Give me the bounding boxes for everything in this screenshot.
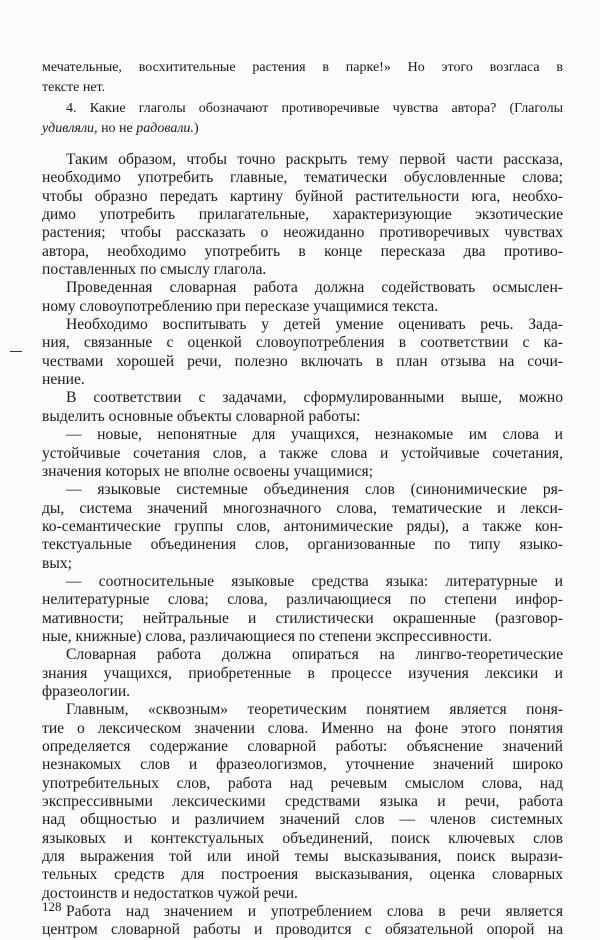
text-line: мативности; нейтральные и стилистически окрашенные (разговор- <box>42 609 563 627</box>
text-fragment: но не <box>97 121 137 136</box>
text-line: центром словарной работы и проводится с обязательной опорой на <box>42 921 563 939</box>
text-line: тие о лексическом значении слова. Именно на фоне этого понятия <box>42 719 563 737</box>
text-line: вых; <box>42 554 72 572</box>
text-line: текстуальные объединения слов, организованные по типу языко- <box>42 536 563 554</box>
paragraph <box>42 573 563 646</box>
text-line <box>42 119 563 139</box>
paragraph <box>42 279 563 316</box>
text-line: Необходимо воспитывать у детей умение оценивать речь. Зада- <box>66 316 563 334</box>
text-line: тельных средств для построения высказывания, оценка словарных <box>42 866 563 884</box>
paragraph <box>42 481 563 573</box>
text-line: Главным, «сквозным» теоретическим понятием является поня- <box>66 701 563 719</box>
top-paragraph <box>42 58 563 98</box>
text-line: ния, связанные с оценкой словоупотребления в соответствии с ка- <box>42 334 563 352</box>
text-line: Работа над значением и употреблением слова в речи является <box>66 903 563 921</box>
text-fragment: ) <box>193 121 199 136</box>
text-line: растения; чтобы рассказать о неожиданно противоречивых чувствах <box>42 224 563 242</box>
text-line: определяется содержание словарной работы: объяснение значений <box>42 738 563 755</box>
text-line: устойчивые сочетания слов, а также слова и устойчивые сочетания, <box>42 444 563 462</box>
text-line: автора, необходимо употребить в конце пересказа два противо- <box>42 242 563 260</box>
text-line: чтобы образно передать картину буйной растительности юга, необхо- <box>42 187 563 205</box>
page-number: 128 <box>42 899 62 914</box>
text-line: Таким образом, чтобы точно раскрыть тему первой части рассказа, <box>66 151 563 168</box>
text-line: употребительных слов, работа над речевым смыслом слова, над <box>42 774 563 792</box>
text-line: языковых и контекстуальных объединений, поиск ключевых слов <box>42 829 563 847</box>
text-line: — языковые системные объединения слов (синонимические ря- <box>66 481 563 499</box>
italic-word: удивляли, <box>42 121 98 136</box>
text-line: — соотносительные языковые средства языка: литературные и <box>66 572 563 590</box>
margin-mark <box>10 351 22 352</box>
paragraph <box>42 646 563 701</box>
paragraph <box>42 426 563 481</box>
question-4 <box>42 99 563 139</box>
text-line: нение. <box>42 371 85 389</box>
text-line: необходимо употребить главные, тематически обусловленные слова; <box>42 169 563 187</box>
text-line: чествами хорошей речи, полезно включать в план отзыва на сочи- <box>42 352 563 370</box>
main-text <box>42 151 563 940</box>
text-line: ному словоупотреблению при пересказе учащимися текста. <box>42 297 439 315</box>
text-line: мечательные, восхитительные растения в парке!» Но этого возгласа в <box>42 60 563 75</box>
paragraph <box>42 389 563 426</box>
text-line: значения которых не вполне освоены учащимися; <box>42 462 374 480</box>
text-line: 4. Какие глаголы обозначают противоречивые чувства автора? (Глаголы <box>66 101 563 116</box>
text-line: — новые, непонятные для учащихся, незнакомые им слова и <box>66 426 563 444</box>
text-line: Проведенная словарная работа должна содействовать осмыслен- <box>66 279 563 297</box>
text-line: фразеологии. <box>42 682 131 700</box>
text-line: В соответствии с задачами, сформулированными выше, можно <box>66 389 563 407</box>
italic-word: радовали. <box>136 121 194 136</box>
text-line: димо употребить прилагательные, характеризующие экзотические <box>42 206 563 224</box>
text-line: достоинств и недостатков чужой речи. <box>42 884 298 902</box>
text-line: выделить основные объекты словарной работы: <box>42 407 361 425</box>
paragraph <box>42 316 563 389</box>
text-line: поставленных по смыслу глагола. <box>42 261 267 279</box>
text-line: ко-семантические группы слов, антонимические ряды), а также кон- <box>42 517 563 535</box>
text-line: ды, система значений многозначного слова, тематические и лекси- <box>42 499 563 517</box>
text-line: знания учащихся, приобретенные в процессе изучения лексики и <box>42 664 563 682</box>
text-line: Словарная работа должна опираться на лингво-теоретические <box>66 646 563 664</box>
paragraph <box>42 151 563 279</box>
text-line: экспрессивными лексическими средствами языка и речи, работа <box>42 793 563 811</box>
text-line: незнакомых слов и фразеологизмов, уточнение значений широко <box>42 756 563 774</box>
paragraph <box>42 701 563 903</box>
text-line: для выражения той или иной темы высказывания, поиск вырази- <box>42 848 563 866</box>
text-line: ные, книжные) слова, различающиеся по степени экспрессивности. <box>42 627 492 645</box>
text-line: нелитературные слова; слова, различающиеся по степени инфор- <box>42 591 563 609</box>
text-line: над общностью и различием значений слов — членов системных <box>42 811 563 829</box>
paragraph <box>42 903 563 940</box>
text-line: тексте нет. <box>42 80 106 95</box>
